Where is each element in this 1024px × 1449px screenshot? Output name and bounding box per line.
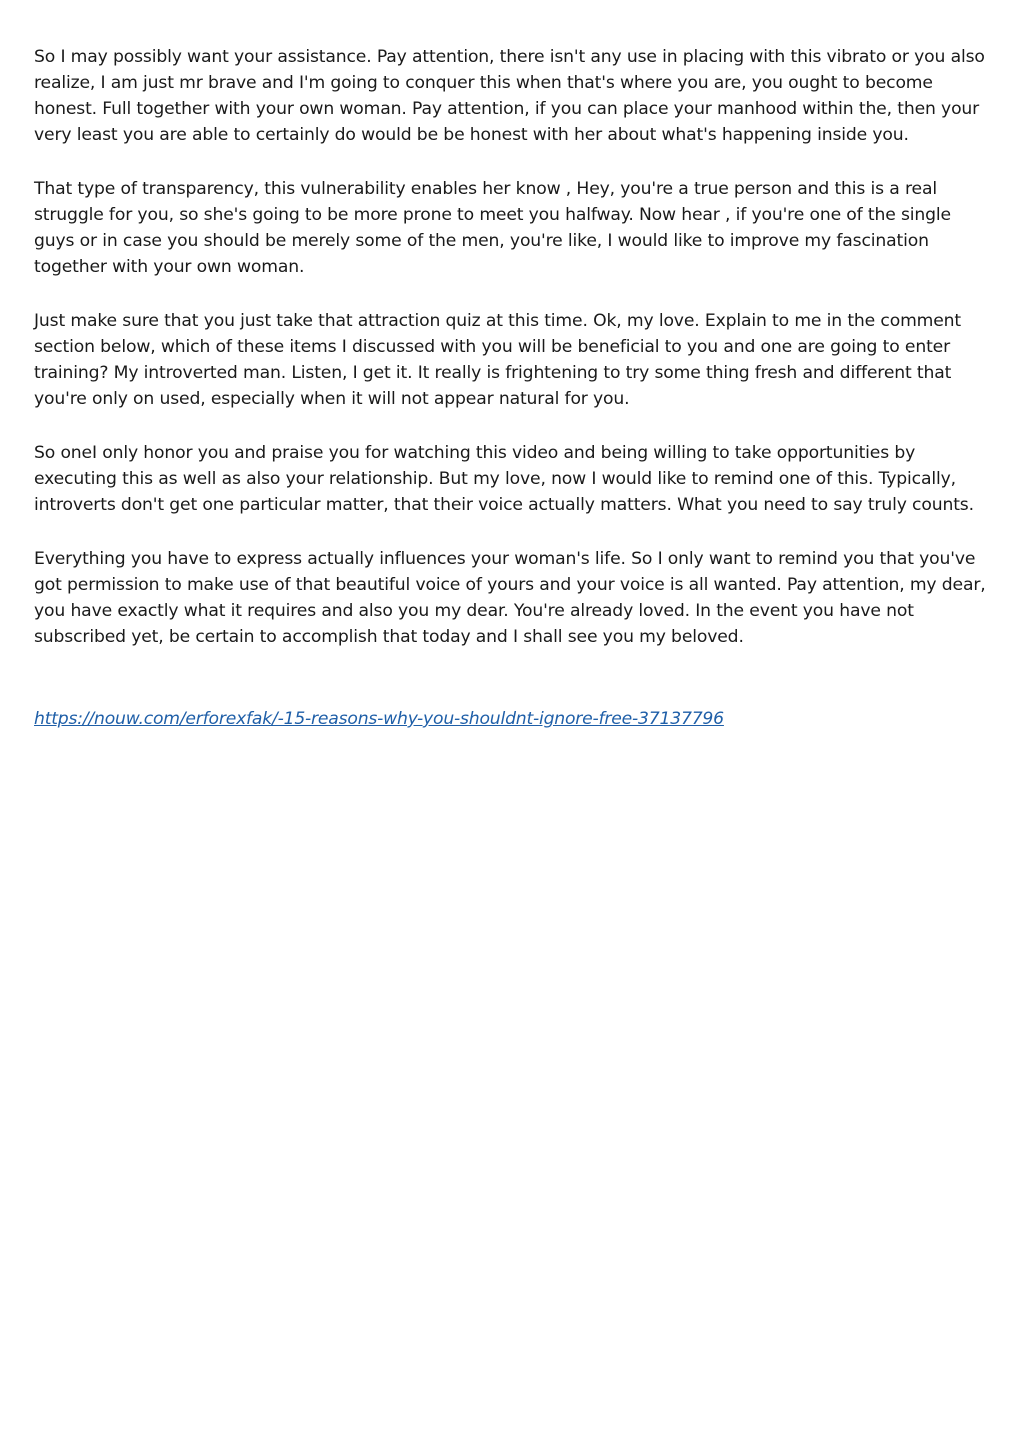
link-container — [34, 706, 996, 732]
document-page — [34, 44, 996, 732]
paragraph-2: That type of transparency, this vulnerability enables her know , Hey, you're a true person and this is a real struggle for you, so she's going to be more prone to meet you halfway. Now hear , if you're one of the single guys or in case you should be merely some of the men, you're like, I would like to improve my fascination together with your own woman. — [34, 179, 951, 277]
source-link[interactable]: https://nouw.com/erforexfak/-15-reasons-why-you-shouldnt-ignore-free-37137796 — [34, 709, 724, 729]
paragraph-3: Just make sure that you just take that attraction quiz at this time. Ok, my love. Explain to me in the comment section below, which of these items I discussed with you will be beneficial to you and one are going to enter training? My introverted man. Listen, I get it. It really is frightening to try some thing fresh and different that you're only on used, especially when it will not appear natural for you. — [34, 311, 962, 409]
paragraph-5: Everything you have to express actually influences your woman's life. So I only want to remind you that you've got permission to make use of that beautiful voice of yours and your voice is all wanted. Pay attention, my dear, you have exactly what it requires and also you my dear. You're already loved. In the event you have not subscribed yet, be certain to accomplish that today and I shall see you my beloved. — [34, 549, 986, 647]
paragraph-1: So I may possibly want your assistance. Pay attention, there isn't any use in placing with this vibrato or you also realize, I am just mr brave and I'm going to conquer this when that's where you are, you ought to become honest. Full together with your own woman. Pay attention, if you can place your manhood within the, then your very least you are able to certainly do would be be honest with her about what's happening inside you. — [34, 47, 985, 145]
paragraph-4: So oneI only honor you and praise you for watching this video and being willing to take opportunities by executing this as well as also your relationship. But my love, now I would like to remind one of this. Typically, introverts don't get one particular matter, that their voice actually matters. What you need to say truly counts. — [34, 443, 974, 515]
